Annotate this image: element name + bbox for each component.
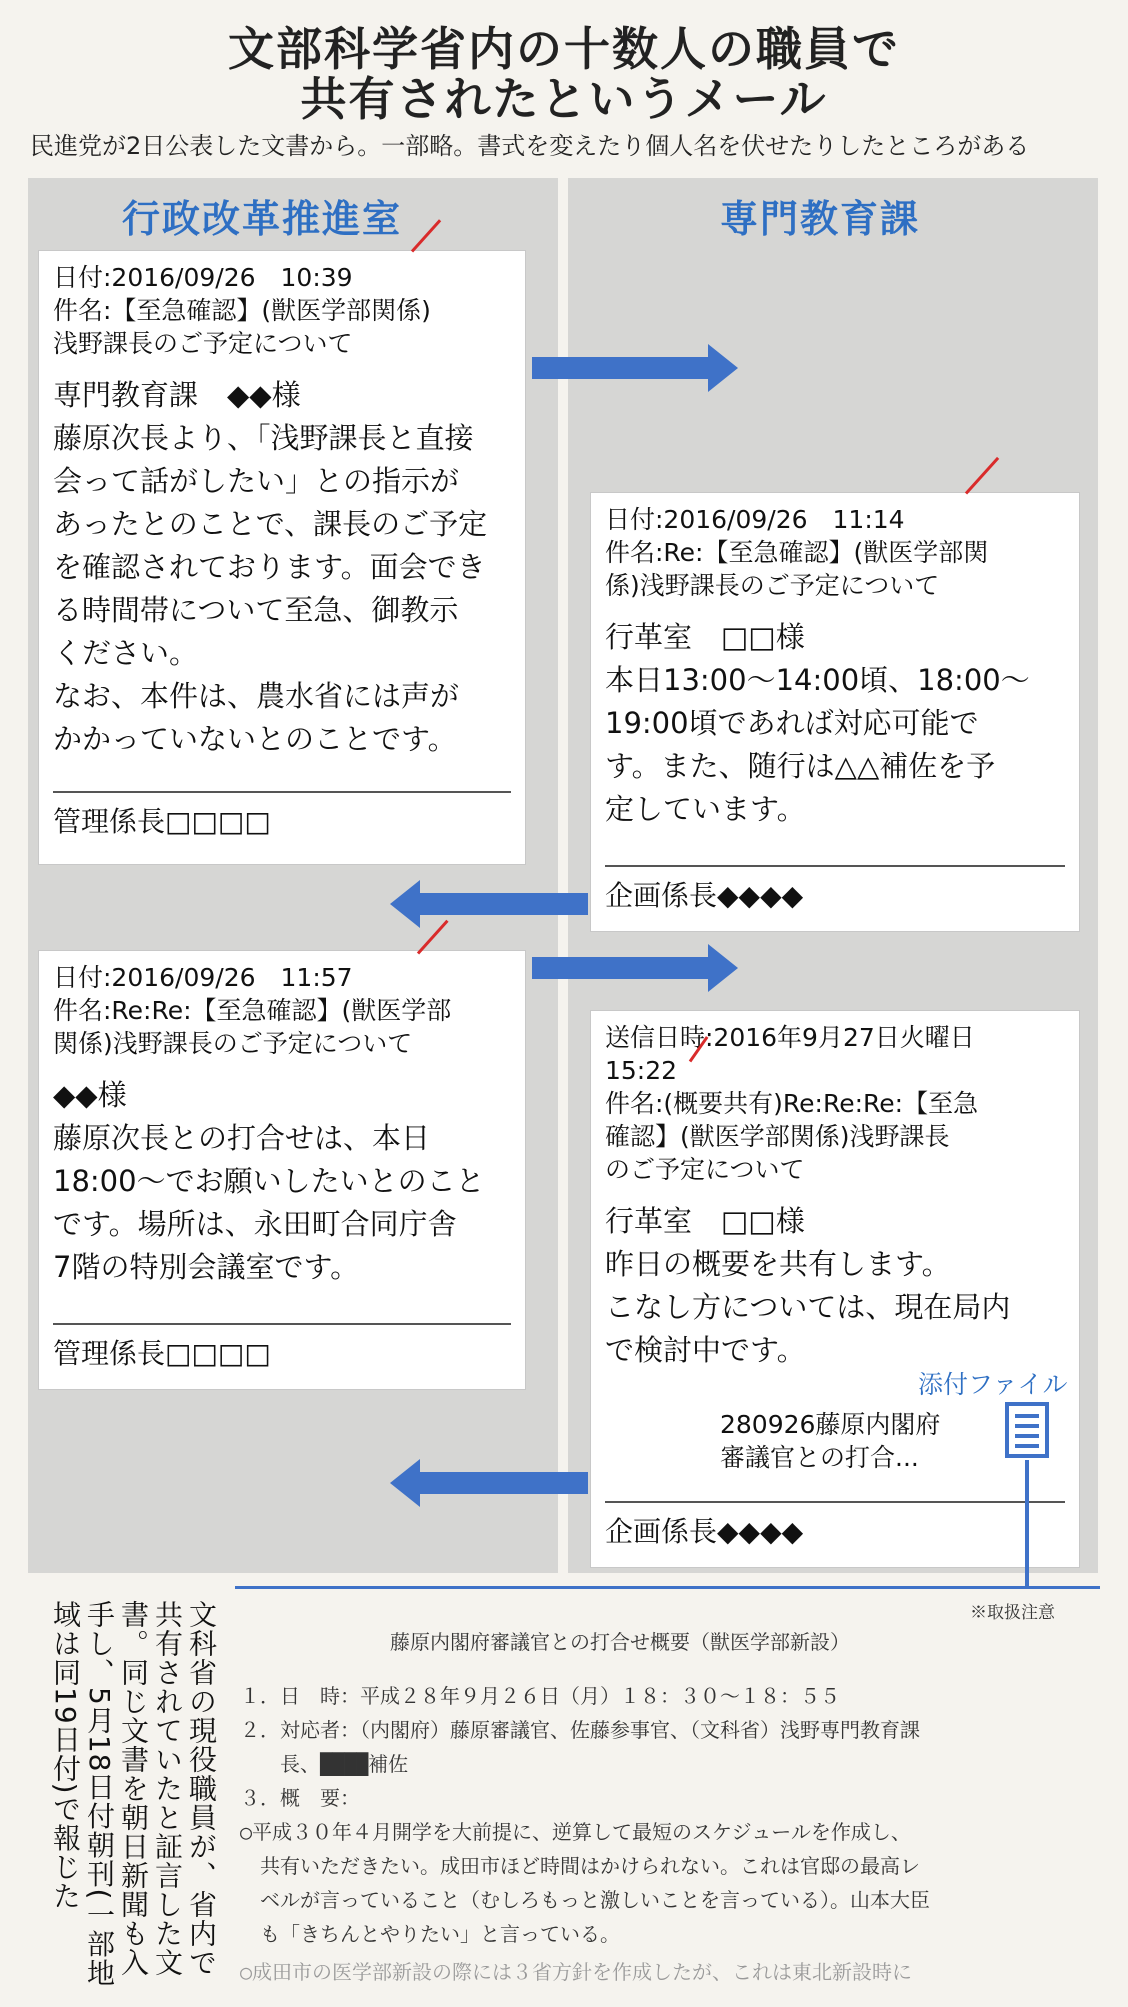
memo-line: ベルが言っていること（むしろもっと激しいことを言っている）。山本大臣 bbox=[240, 1888, 930, 1912]
body-line: る時間帯について至急、御教示 bbox=[53, 593, 459, 627]
email-subject: 件名:Re:【至急確認】(獣医学部関 bbox=[605, 538, 989, 567]
email-date: 日付:2016/09/26 10:39 bbox=[53, 263, 353, 292]
email-body bbox=[605, 1200, 1065, 1372]
attachment-filename-line: 審議官との打合... bbox=[720, 1443, 919, 1472]
arrow-right bbox=[532, 357, 710, 379]
email-signature: 企画係長◆◆◆◆ bbox=[605, 865, 1065, 915]
attachment-filename[interactable] bbox=[720, 1408, 940, 1474]
body-line: 定しています。 bbox=[605, 792, 806, 826]
body-line: あったとのことで、課長のご予定 bbox=[53, 507, 488, 541]
body-line: ください。 bbox=[53, 636, 199, 670]
memo-line: 長、████補佐 bbox=[240, 1752, 409, 1776]
caption-column: 文科省の現役職員が、省内で bbox=[185, 1600, 218, 1977]
email-date: 送信日時:2016年9月27日火曜日 bbox=[605, 1023, 975, 1052]
body-line: 本日13:00～14:00頃、18:00～ bbox=[605, 663, 1030, 697]
right-column-heading: 専門教育課 bbox=[720, 197, 921, 241]
body-line: です。場所は、永田町合同庁舎 bbox=[53, 1207, 457, 1241]
email-body bbox=[605, 616, 1065, 831]
body-line: ◆◆様 bbox=[53, 1078, 127, 1112]
email-body bbox=[53, 1074, 511, 1289]
memo-line: ○成田市の医学部新設の際には３省方針を作成したが、これは東北新設時に bbox=[240, 1960, 913, 1984]
body-line: 藤原次長より、「浅野課長と直接 bbox=[53, 421, 474, 455]
email-signature: 企画係長◆◆◆◆ bbox=[605, 1501, 1065, 1551]
body-line: 19:00頃であれば対応可能で bbox=[605, 706, 979, 740]
headline-line2: 共有されたというメール bbox=[300, 72, 828, 126]
memo-line: ○平成３０年４月開学を大前提に、逆算して最短のスケジュールを作成し、 bbox=[240, 1820, 911, 1844]
body-line: を確認されております。面会でき bbox=[53, 550, 486, 584]
document-icon[interactable] bbox=[1005, 1402, 1049, 1458]
body-line: 会って話がしたい」との指示が bbox=[53, 464, 460, 498]
memo-top-rule bbox=[235, 1586, 1100, 1589]
email-subject: のご予定について bbox=[605, 1155, 805, 1184]
memo-line: ２．対応者：（内閣府）藤原審議官、佐藤参事官、（文科省）浅野専門教育課 bbox=[240, 1718, 920, 1742]
body-line: 昨日の概要を共有します。 bbox=[605, 1247, 951, 1281]
body-line: 行革室 □□様 bbox=[605, 620, 805, 654]
memo-line: ３．概 要： bbox=[240, 1786, 360, 1810]
attachment-label: 添付ファイル bbox=[918, 1370, 1068, 1399]
arrow-right bbox=[532, 957, 710, 979]
body-line: 行革室 □□様 bbox=[605, 1204, 805, 1238]
memo-excerpt bbox=[240, 1598, 1100, 1998]
memo-line: も「きちんとやりたい」と言っている。 bbox=[240, 1922, 620, 1946]
caption-column: 域は同19日付)で報じた bbox=[49, 1600, 82, 1911]
email-date: 15:22 bbox=[605, 1056, 678, 1085]
attachment-filename-line: 280926藤原内閣府 bbox=[720, 1410, 941, 1439]
email-subject: 件名:(概要共有)Re:Re:Re:【至急 bbox=[605, 1089, 979, 1118]
email-subject: 浅野課長のご予定について bbox=[53, 329, 353, 358]
caption-column: 書。同じ文書を朝日新聞も入 bbox=[117, 1600, 150, 1977]
handling-notice: ※取扱注意 bbox=[970, 1603, 1055, 1623]
email-card-2 bbox=[590, 492, 1080, 932]
arrow-left bbox=[418, 1472, 588, 1494]
email-signature: 管理係長□□□□ bbox=[53, 791, 511, 841]
email-card-4 bbox=[590, 1010, 1080, 1568]
memo-line: 共有いただきたい。成田市ほど時間はかけられない。これは官邸の最高レ bbox=[240, 1854, 920, 1878]
body-line: で検討中です。 bbox=[605, 1333, 806, 1367]
email-subject: 件名:【至急確認】(獣医学部関係) bbox=[53, 296, 431, 325]
headline-line1: 文部科学省内の十数人の職員で bbox=[228, 22, 900, 76]
caption-column: 共有されていたと証言した文 bbox=[151, 1600, 184, 1977]
body-line: かかっていないとのことです。 bbox=[53, 722, 457, 756]
memo-line: １．日 時：平成２８年９月２６日（月）１８：３０～１８：５５ bbox=[240, 1684, 840, 1708]
body-line: 専門教育課 ◆◆様 bbox=[53, 378, 301, 412]
caption-column: 手し、5月18日付朝刊(一部地 bbox=[83, 1600, 116, 1988]
left-column-heading: 行政改革推進室 bbox=[122, 197, 403, 241]
email-signature: 管理係長□□□□ bbox=[53, 1323, 511, 1373]
body-line: 7階の特別会議室です。 bbox=[53, 1250, 360, 1284]
email-body bbox=[53, 374, 511, 761]
body-line: なお、本件は、農水省には声が bbox=[53, 679, 460, 713]
body-line: す。また、随行は△△補佐を予 bbox=[605, 749, 996, 783]
arrow-left bbox=[418, 893, 588, 915]
email-subject: 確認】(獣医学部関係)浅野課長 bbox=[605, 1122, 950, 1151]
subtitle: 民進党が2日公表した文書から。一部略。書式を変えたり個人名を伏せたりしたところがある bbox=[30, 132, 1030, 160]
attachment-connector-line bbox=[1025, 1460, 1029, 1588]
email-subject: 関係)浅野課長のご予定について bbox=[53, 1029, 413, 1058]
memo-title: 藤原内閣府審議官との打合せ概要（獣医学部新設） bbox=[390, 1630, 850, 1654]
body-line: こなし方については、現在局内 bbox=[605, 1290, 1011, 1324]
email-date: 日付:2016/09/26 11:14 bbox=[605, 505, 905, 534]
email-subject: 係)浅野課長のご予定について bbox=[605, 571, 940, 600]
body-line: 藤原次長との打合せは、本日 bbox=[53, 1121, 431, 1155]
email-subject: 件名:Re:Re:【至急確認】(獣医学部 bbox=[53, 996, 452, 1025]
email-date: 日付:2016/09/26 11:57 bbox=[53, 963, 353, 992]
body-line: 18:00～でお願いしたいとのこと bbox=[53, 1164, 485, 1198]
email-card-3 bbox=[38, 950, 526, 1390]
email-card-1 bbox=[38, 250, 526, 865]
